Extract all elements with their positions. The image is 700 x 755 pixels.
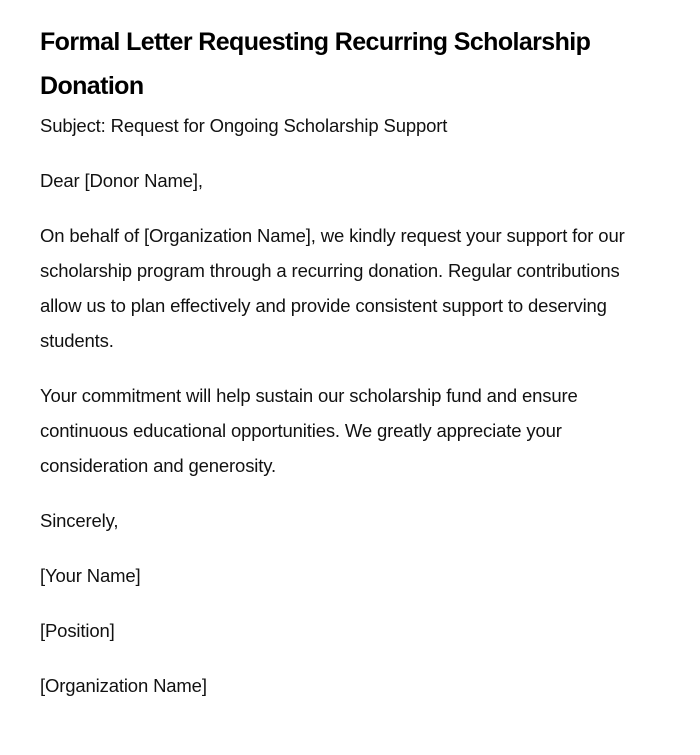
signature-organization: [Organization Name] (40, 675, 207, 696)
letter-salutation: Dear [Donor Name], (40, 170, 203, 191)
signature-name: [Your Name] (40, 565, 141, 586)
letter-subject: Subject: Request for Ongoing Scholarship Support (40, 115, 448, 136)
letter-body-paragraph-2: Your commitment will help sustain our scholarship fund and ensure continuous educational opportunities. We greatly appreciate your consideration and generosity. (40, 385, 578, 476)
letter-title: Formal Letter Requesting Recurring Scholarship Donation (40, 28, 591, 100)
letter-closing: Sincerely, (40, 510, 119, 531)
signature-position: [Position] (40, 620, 115, 641)
letter-body-paragraph-1: On behalf of [Organization Name], we kindly request your support for our scholarship program through a recurring donation. Regular contributions allow us to plan effectively and provide consistent support to deserving students. (40, 225, 625, 351)
